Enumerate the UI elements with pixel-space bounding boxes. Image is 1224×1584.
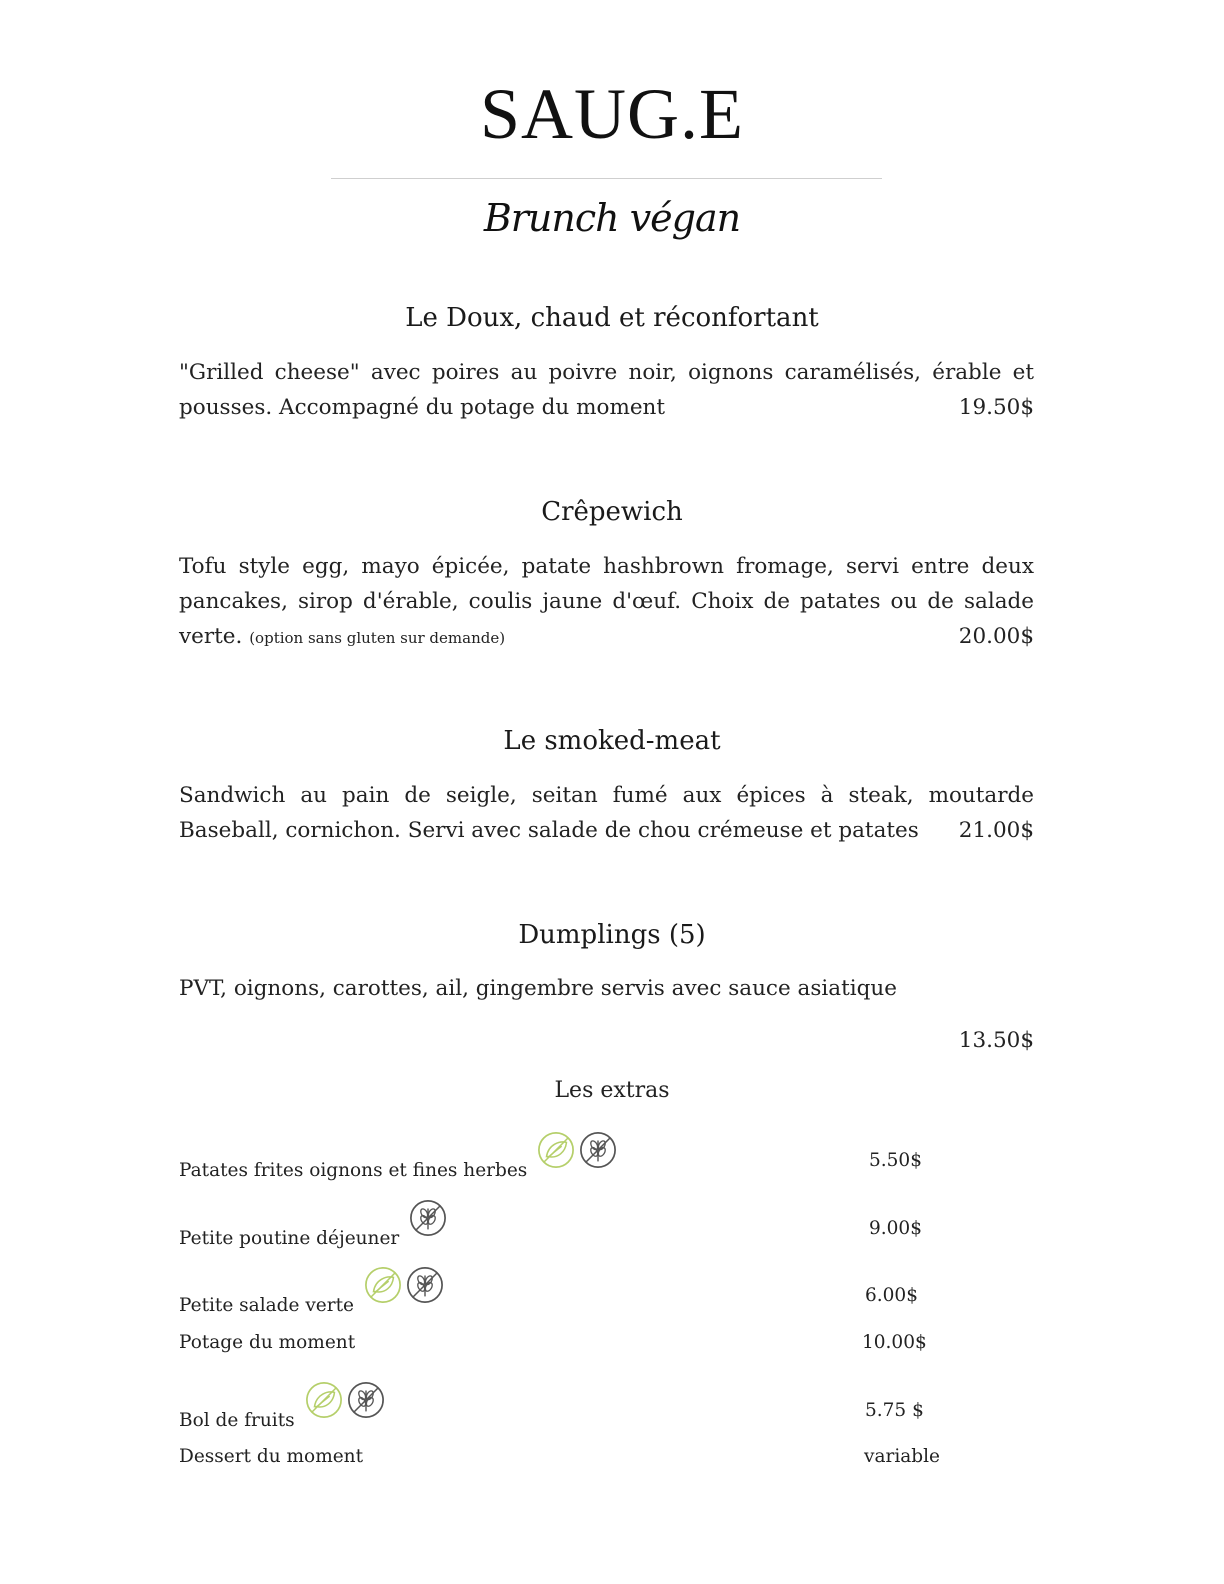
item-title: Crêpewich <box>541 497 683 527</box>
extra-item-name: Dessert du moment <box>179 1446 364 1467</box>
item-title: Le Doux, chaud et réconfortant <box>405 303 819 333</box>
description-line-last <box>179 619 1034 656</box>
gluten-free-wheat-icon <box>409 1199 447 1237</box>
extra-item <box>179 1215 447 1253</box>
extra-item-name: Potage du moment <box>179 1332 356 1353</box>
extra-item <box>179 1147 617 1185</box>
extra-item-name: Petite poutine déjeuner <box>179 1228 400 1249</box>
description-line: pousses. Accompagné du potage du moment <box>179 395 666 420</box>
gluten-free-note: (option sans gluten sur demande) <box>249 629 506 647</box>
extra-item-price: 5.50$ <box>869 1150 922 1171</box>
gluten-free-wheat-icon <box>347 1381 385 1419</box>
diet-icons <box>364 1266 444 1304</box>
description-line: verte. <box>179 624 243 649</box>
item-description <box>179 355 1034 425</box>
extra-item <box>179 1329 355 1357</box>
vegan-leaf-icon <box>537 1131 575 1169</box>
restaurant-name: SAUG.E <box>479 74 744 154</box>
description-line: pancakes, sirop d'érable, coulis jaune d'œuf. Choix de patates ou de salade <box>179 589 1034 614</box>
description-line: "Grilled cheese" avec poires au poivre noir, oignons caramélisés, érable et <box>179 360 1034 385</box>
item-price: 20.00$ <box>958 624 1034 649</box>
extra-item-price: variable <box>864 1446 940 1467</box>
description-line: Sandwich au pain de seigle, seitan fumé aux épices à steak, moutarde <box>179 783 1034 808</box>
diet-icons <box>409 1199 447 1237</box>
item-title: Dumplings (5) <box>518 920 706 950</box>
extra-item <box>179 1282 444 1320</box>
extra-item-name: Petite salade verte <box>179 1295 354 1316</box>
item-description <box>179 778 1034 848</box>
menu-subtitle: Brunch végan <box>483 196 741 240</box>
vegan-leaf-icon <box>364 1266 402 1304</box>
vegan-leaf-icon <box>305 1381 343 1419</box>
extra-item <box>179 1397 385 1435</box>
extra-item-price: 9.00$ <box>869 1218 922 1239</box>
description-line: Baseball, cornichon. Servi avec salade de chou crémeuse et patates <box>179 818 919 843</box>
extras-title: Les extras <box>554 1078 670 1103</box>
item-price: 13.50$ <box>958 1028 1034 1053</box>
diet-icons <box>537 1131 617 1169</box>
extra-item <box>179 1443 363 1471</box>
description-line: PVT, oignons, carottes, ail, gingembre servis avec sauce asiatique <box>179 976 897 1001</box>
gluten-free-wheat-icon <box>579 1131 617 1169</box>
item-price: 19.50$ <box>958 395 1034 420</box>
item-description <box>179 971 1034 1006</box>
item-price: 21.00$ <box>958 818 1034 843</box>
item-description <box>179 549 1034 656</box>
extra-item-price: 6.00$ <box>865 1285 918 1306</box>
header-divider <box>331 178 882 179</box>
extra-item-price: 5.75 $ <box>865 1400 924 1421</box>
extra-item-name: Bol de fruits <box>179 1410 295 1431</box>
description-line: Tofu style egg, mayo épicée, patate hashbrown fromage, servi entre deux <box>179 554 1034 579</box>
diet-icons <box>305 1381 385 1419</box>
item-title: Le smoked-meat <box>503 726 721 756</box>
gluten-free-wheat-icon <box>406 1266 444 1304</box>
extra-item-price: 10.00$ <box>862 1332 927 1353</box>
extra-item-name: Patates frites oignons et fines herbes <box>179 1160 528 1181</box>
